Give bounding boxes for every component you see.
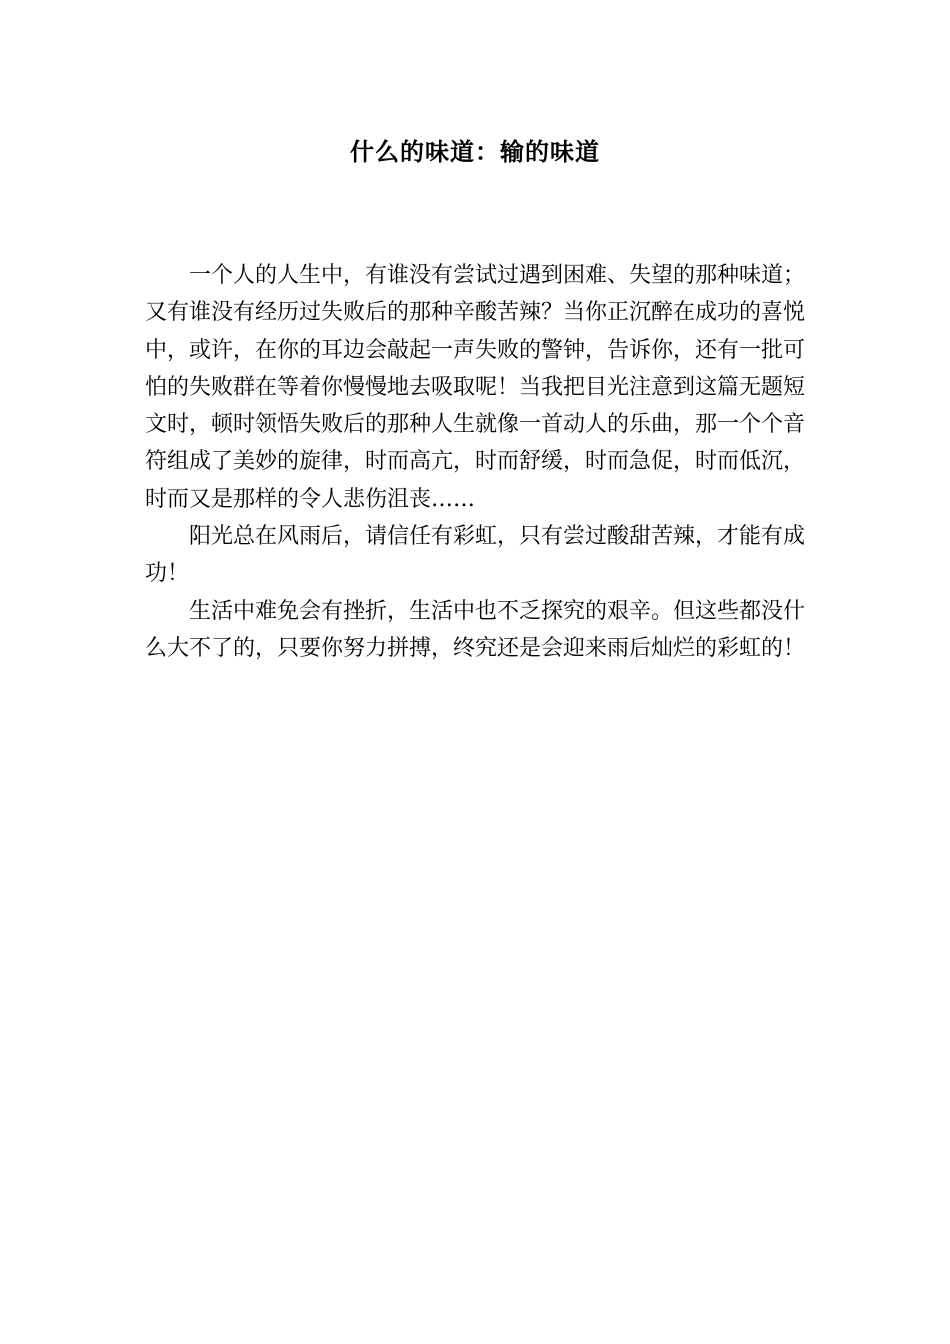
paragraph-1: 一个人的人生中，有谁没有尝试过遇到困难、失望的那种味道；又有谁没有经历过失败后的那种辛酸苦辣？当你正沉醉在成功的喜悦中，或许，在你的耳边会敲起一声失败的警钟，告诉你，还有一批可怕的失败群在等着你慢慢地去吸取呢！当我把目光注意到这篇无题短文时，顿时领悟失败后的那种人生就像一首动人的乐曲，那一个个音符组成了美妙的旋律，时而高亢，时而舒缓，时而急促，时而低沉，时而又是那样的令人悲伤沮丧…… [145, 263, 806, 512]
document-body [145, 257, 805, 667]
paragraph-2: 阳光总在风雨后，请信任有彩虹，只有尝过酸甜苦辣，才能有成功！ [145, 524, 806, 587]
paragraph-3: 生活中难免会有挫折，生活中也不乏探究的艰辛。但这些都没什么大不了的，只要你努力拼搏，终究还是会迎来雨后灿烂的彩虹的！ [145, 598, 806, 661]
document-title: 什么的味道：输的味道 [350, 138, 600, 166]
